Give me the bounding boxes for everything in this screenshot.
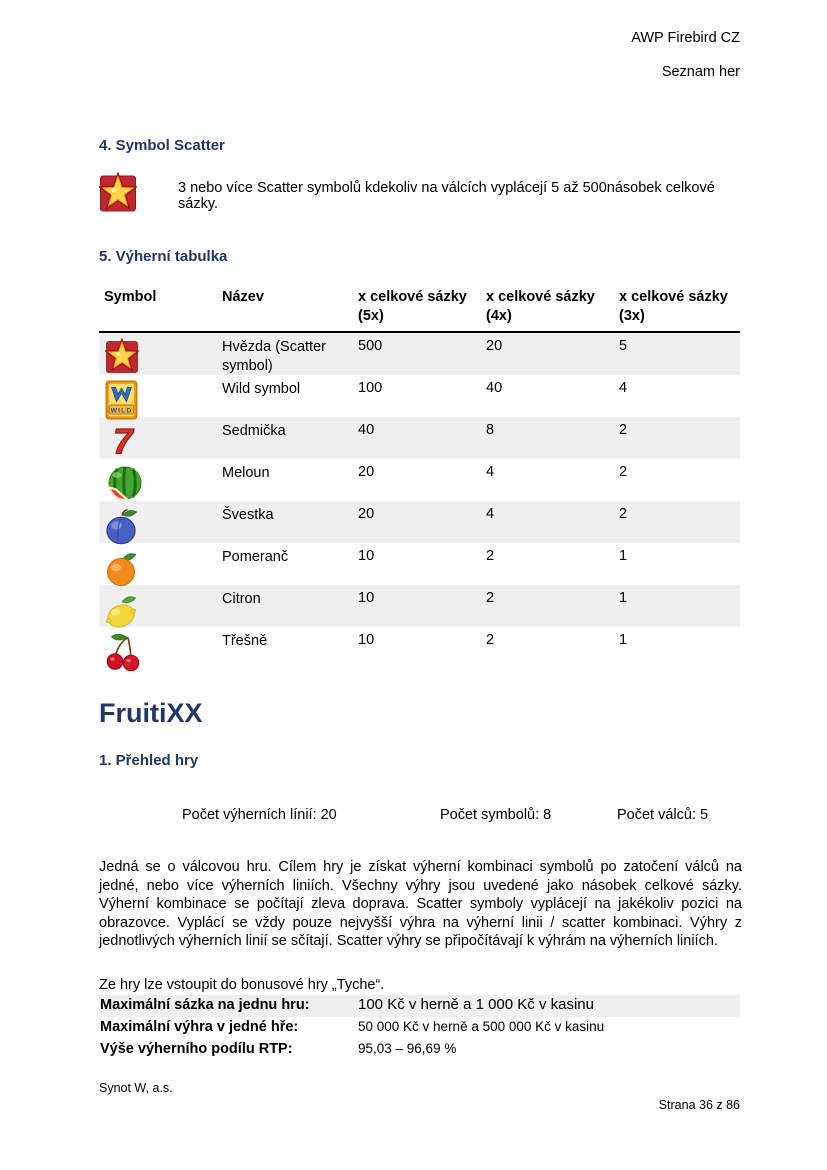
symbol-cell [99,543,222,585]
symbol-name: Sedmička [222,423,286,439]
value-5x: 10 [358,632,375,648]
symbol-name: Pomeranč [222,549,289,565]
value-3x: 4 [619,380,628,396]
value-5x: 500 [358,338,383,354]
value-4x: 4 [486,506,495,522]
footer-company: Synot W, a.s. [99,1081,173,1095]
scatter-description-row [99,172,740,215]
section-heading-paytable: 5. Výherní tabulka [99,248,228,265]
stat-lines: Počet výherních línií: 20 [182,807,337,823]
value-3x: 1 [619,632,628,648]
header-title: AWP Firebird CZ [631,30,740,46]
col-header-5x-label: x celkové sázky [358,289,467,305]
paytable-row [99,501,740,543]
limit-value: 50 000 Kč v herně a 500 000 Kč v kasinu [358,1019,605,1034]
limit-row-rtp [99,1039,740,1061]
value-3x: 2 [619,464,628,480]
paytable-row [99,543,740,585]
symbol-name: Třešně [222,633,268,649]
value-4x: 20 [486,338,503,354]
orange-icon [104,548,140,588]
symbol-name: Citron [222,591,261,607]
symbol-cell [99,501,222,543]
value-4x: 40 [486,380,503,396]
symbol-cell [99,585,222,627]
paytable-row [99,627,740,669]
symbol-cell [99,333,222,375]
game-description: Jedná se o válcovou hru. Cílem hry je získat výherní kombinaci symbolů po zatočení válců na jedné, nebo více výherních liniích. Všechny výhry jsou uvedené jako násobek celkové sázky. Výherní kombinace se počítají zleva doprava. Scatter symboly vyplácejí na jakékoliv pozici na obrazovce. Vyplácí se vždy pouze nejvyšší výhra na výherní linii / scatter kombinaci. Výhry z jednotlivých výherních linií se sčítají. Scatter výhry se připočítávají k výhrám na výherních liniích. [99,859,742,950]
wild-icon [104,380,139,420]
col-header-5x [358,285,486,331]
stat-symbols: Počet symbolů: 8 [440,807,552,823]
symbol-cell [99,375,222,417]
limit-value: 95,03 – 96,69 % [358,1041,457,1056]
col-header-3x-sub: (3x) [619,308,645,324]
limit-row-max-win [99,1017,740,1039]
col-header-5x-sub: (5x) [358,308,384,324]
paytable-row [99,417,740,459]
col-header-4x-sub: (4x) [486,308,512,324]
col-header-3x [619,285,740,331]
bonus-line: Ze hry lze vstoupit do bonusové hry „Tyche“. [99,977,385,993]
value-4x: 2 [486,632,495,648]
symbol-cell [99,459,222,501]
star-scatter-icon [99,172,137,215]
page-content [99,0,740,1170]
col-header-3x-label: x celkové sázky [619,289,728,305]
value-4x: 8 [486,422,495,438]
svg-text:WILD: WILD [110,407,133,415]
value-3x: 2 [619,422,628,438]
paytable-row [99,459,740,501]
value-4x: 2 [486,590,495,606]
plum-icon [104,506,140,546]
value-3x: 2 [619,506,628,522]
paytable-row [99,585,740,627]
stat-reels: Počet válců: 5 [617,807,709,823]
lemon-icon [104,590,142,630]
paytable-row [99,375,740,417]
paytable-row [99,333,740,375]
value-5x: 20 [358,506,375,522]
limit-label: Výše výherního podílu RTP: [100,1041,293,1057]
col-header-4x [486,285,619,331]
melon-icon [104,464,144,504]
limit-label: Maximální sázka na jednu hru: [100,997,310,1013]
value-3x: 1 [619,548,628,564]
value-5x: 40 [358,422,375,438]
symbol-name: Hvězda (Scatter symbol) [222,339,326,374]
limits-table [99,995,740,1061]
value-5x: 100 [358,380,383,396]
limit-value: 100 Kč v herně a 1 000 Kč v kasinu [358,996,594,1013]
svg-text:7: 7 [113,422,133,460]
col-header-nazev: Název [222,289,264,305]
paytable-header-row [99,285,740,333]
limit-label: Maximální výhra v jedné hře: [100,1019,299,1035]
value-5x: 10 [358,548,375,564]
star-scatter-icon [104,338,140,376]
paytable [99,285,740,669]
value-4x: 2 [486,548,495,564]
limit-row-max-bet [99,995,740,1017]
col-header-symbol: Symbol [104,289,157,305]
cherries-icon [104,632,142,672]
scatter-description: 3 nebo více Scatter symbolů kdekoliv na válcích vyplácejí 5 až 500násobek celkové sázky. [178,180,715,212]
symbol-cell [99,417,222,459]
value-5x: 20 [358,464,375,480]
value-5x: 10 [358,590,375,606]
seven-icon [104,422,140,460]
value-3x: 5 [619,338,628,354]
game-title: FruitiXX [99,698,203,728]
symbol-name: Meloun [222,465,270,481]
section-heading-scatter: 4. Symbol Scatter [99,137,225,154]
symbol-cell [99,627,222,669]
value-3x: 1 [619,590,628,606]
footer-page-number: Strana 36 z 86 [658,1098,740,1112]
col-header-4x-label: x celkové sázky [486,289,595,305]
value-4x: 4 [486,464,495,480]
symbol-name: Švestka [222,507,274,523]
section-heading-overview: 1. Přehled hry [99,752,199,769]
header-subtitle: Seznam her [661,64,740,80]
symbol-name: Wild symbol [222,381,301,397]
